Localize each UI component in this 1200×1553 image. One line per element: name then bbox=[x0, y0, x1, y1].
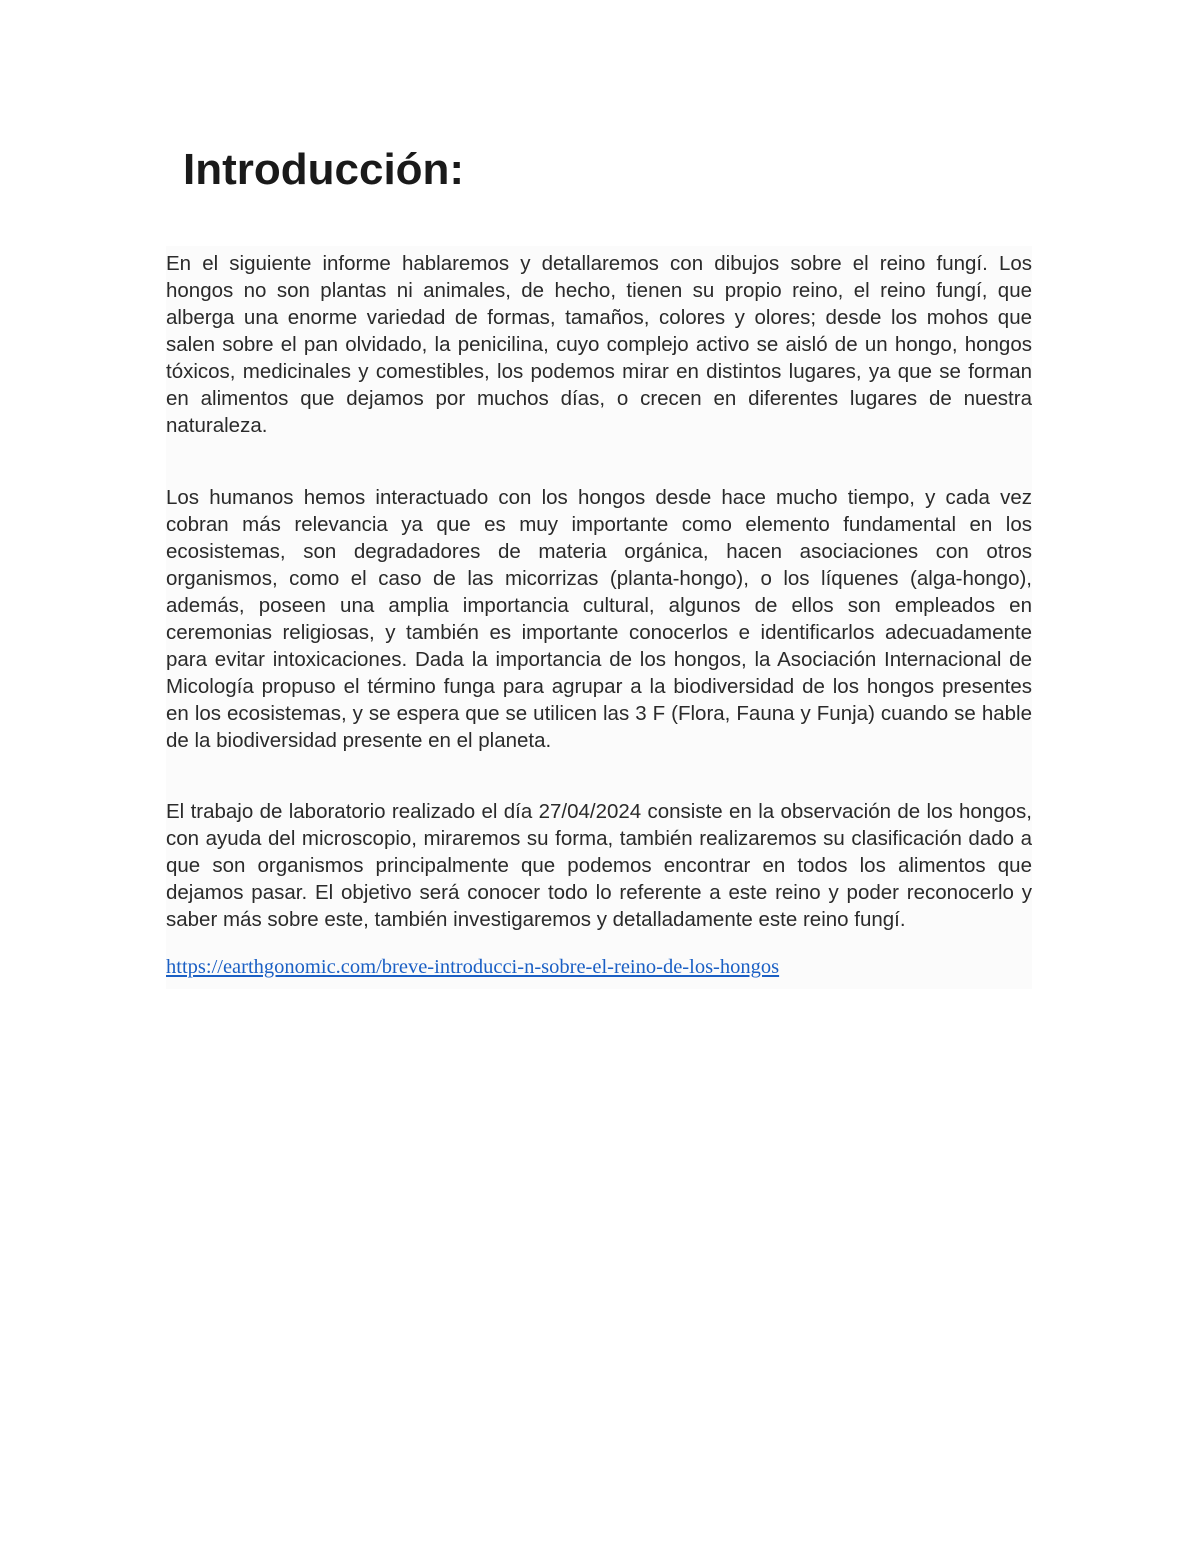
source-link[interactable]: https://earthgonomic.com/breve-introducci-n-sobre-el-reino-de-los-hongos bbox=[166, 956, 780, 978]
document-body bbox=[166, 246, 1032, 989]
page-title: Introducción: bbox=[183, 145, 465, 194]
paragraph-lab-work: El trabajo de laboratorio realizado el día 27/04/2024 consiste en la observación de los hongos, con ayuda del microscopio, miraremos su forma, también realizaremos su clasificación dado a que son organismos principalmente que podemos encontrar en todos los alimentos que dejamos pasar. El objetivo será conocer todo lo referente a este reino y poder reconocerlo y saber más sobre este, también investigaremos y detalladamente este reino fungí. bbox=[166, 800, 1032, 931]
paragraph-humans-fungi: Los humanos hemos interactuado con los hongos desde hace mucho tiempo, y cada vez cobran más relevancia ya que es muy importante como elemento fundamental en los ecosistemas, son degradadores de materia orgánica, hacen asociaciones con otros organismos, como el caso de las micorrizas (planta-hongo), o los líquenes (alga-hongo), además, poseen una amplia importancia cultural, algunos de ellos son empleados en ceremonias religiosas, y también es importante conocerlos e identificarlos adecuadamente para evitar intoxicaciones. Dada la importancia de los hongos, la Asociación Internacional de Micología propuso el término funga para agrupar a la biodiversidad de los hongos presentes en los ecosistemas, y se espera que se utilicen las 3 F (Flora, Fauna y Funja) cuando se hable de la biodiversidad presente en el planeta. bbox=[166, 486, 1032, 752]
paragraph-intro: En el siguiente informe hablaremos y detallaremos con dibujos sobre el reino fungí. Los hongos no son plantas ni animales, de hecho, tienen su propio reino, el reino fungí, que alberga una enorme variedad de formas, tamaños, colores y olores; desde los mohos que salen sobre el pan olvidado, la penicilina, cuyo complejo activo se aisló de un hongo, hongos tóxicos, medicinales y comestibles, los podemos mirar en distintos lugares, ya que se forman en alimentos que dejamos por muchos días, o crecen en diferentes lugares de nuestra naturaleza. bbox=[166, 252, 1032, 437]
